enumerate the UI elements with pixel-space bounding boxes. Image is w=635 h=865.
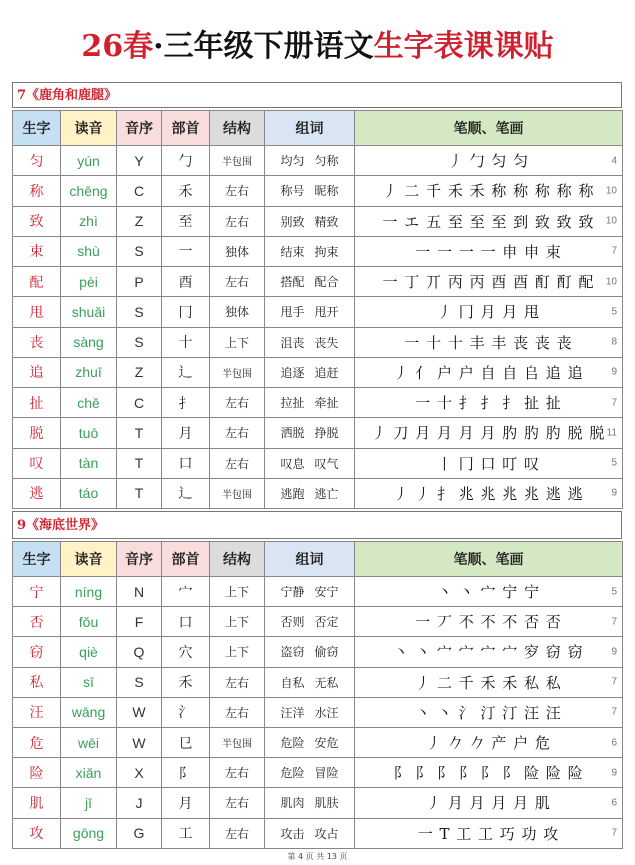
cell-char: 束	[13, 236, 61, 266]
cell-radical: 氵	[162, 697, 210, 727]
header-order: 笔顺、笔画	[355, 111, 623, 146]
word: 丧失	[314, 335, 339, 350]
stroke-sequence: 丿 刀 月 月 月 月 肑 肑 肑 脱 脱	[371, 424, 606, 443]
cell-char: 宁	[13, 577, 61, 607]
cell-stroke-order	[355, 697, 623, 727]
table-row	[13, 758, 623, 788]
cell-pinyin: zhuī	[61, 357, 117, 387]
stroke-count: 4	[611, 155, 617, 167]
table-row	[13, 727, 623, 757]
lesson-title-2: 9《海底世界》	[12, 511, 622, 539]
cell-char: 窃	[13, 637, 61, 667]
stroke-sequence: 丿 月 月 月 月 肌	[426, 794, 551, 813]
word: 危险	[280, 736, 305, 751]
word: 均匀	[280, 154, 305, 169]
cell-words	[265, 297, 355, 327]
table-row	[13, 788, 623, 818]
word: 称号	[280, 184, 305, 199]
cell-structure: 上下	[210, 607, 265, 637]
word: 逃亡	[314, 486, 339, 501]
cell-stroke-order	[355, 637, 623, 667]
cell-char: 匀	[13, 146, 61, 176]
cell-pinyin: zhì	[61, 206, 117, 236]
cell-radical: 口	[162, 607, 210, 637]
cell-stroke-order	[355, 146, 623, 176]
stroke-count: 7	[611, 616, 617, 628]
stroke-sequence: 一 丁 丌 丙 丙 酉 酉 酊 酊 配	[382, 273, 595, 292]
cell-pinyin: gōng	[61, 818, 117, 848]
cell-index: S	[117, 297, 162, 327]
cell-radical: 辶	[162, 478, 210, 508]
cell-words	[265, 577, 355, 607]
cell-index: W	[117, 697, 162, 727]
word: 甩开	[314, 305, 339, 320]
word: 沮丧	[280, 335, 305, 350]
cell-pinyin: yún	[61, 146, 117, 176]
stroke-count: 9	[611, 646, 617, 658]
word: 安危	[314, 736, 339, 751]
cell-radical: 月	[162, 418, 210, 448]
cell-radical: 工	[162, 818, 210, 848]
word: 别致	[280, 214, 305, 229]
cell-char: 汪	[13, 697, 61, 727]
word: 冒险	[314, 766, 339, 781]
table-row	[13, 667, 623, 697]
stroke-sequence: 丶 丶 宀 宁 宁	[436, 583, 541, 602]
table-row	[13, 146, 623, 176]
table-row	[13, 206, 623, 236]
cell-index: W	[117, 727, 162, 757]
title-part-1: 26春	[81, 29, 154, 64]
cell-radical: 禾	[162, 176, 210, 206]
stroke-count: 9	[611, 767, 617, 779]
header-order: 笔顺、笔画	[355, 542, 623, 577]
stroke-sequence: 丶 丶 氵 汀 汀 汪 汪	[415, 703, 562, 722]
cell-index: S	[117, 327, 162, 357]
cell-char: 危	[13, 727, 61, 757]
stroke-sequence: 一 十 扌 扌 扌 扯 扯	[415, 394, 562, 413]
cell-words	[265, 146, 355, 176]
cell-words	[265, 788, 355, 818]
cell-stroke-order	[355, 478, 623, 508]
word: 自私	[280, 675, 305, 690]
cell-pinyin: wēi	[61, 727, 117, 757]
cell-index: J	[117, 788, 162, 818]
cell-structure: 左右	[210, 418, 265, 448]
cell-char: 脱	[13, 418, 61, 448]
stroke-count: 7	[611, 245, 617, 257]
header-pinyin: 读音	[61, 542, 117, 577]
cell-words	[265, 637, 355, 667]
cell-char: 丧	[13, 327, 61, 357]
cell-words	[265, 388, 355, 418]
cell-radical: 穴	[162, 637, 210, 667]
cell-char: 甩	[13, 297, 61, 327]
word: 追逐	[280, 365, 305, 380]
cell-char: 攻	[13, 818, 61, 848]
cell-words	[265, 697, 355, 727]
table-row	[13, 448, 623, 478]
cell-stroke-order	[355, 206, 623, 236]
cell-radical: 辶	[162, 357, 210, 387]
cell-structure: 左右	[210, 788, 265, 818]
cell-radical: 酉	[162, 267, 210, 297]
cell-radical: 勹	[162, 146, 210, 176]
stroke-sequence: 一 T 工 工 巧 功 攻	[417, 824, 560, 843]
cell-char: 称	[13, 176, 61, 206]
cell-structure: 半包围	[210, 357, 265, 387]
cell-words	[265, 478, 355, 508]
cell-radical: 扌	[162, 388, 210, 418]
lesson-table-2	[12, 541, 623, 849]
word: 宁静	[280, 585, 305, 600]
word: 肌肉	[280, 796, 305, 811]
stroke-count: 6	[611, 737, 617, 749]
cell-char: 肌	[13, 788, 61, 818]
header-row	[13, 111, 623, 146]
word: 匀称	[314, 154, 339, 169]
cell-pinyin: sī	[61, 667, 117, 697]
stroke-count: 9	[611, 487, 617, 499]
cell-words	[265, 176, 355, 206]
cell-index: Z	[117, 206, 162, 236]
cell-stroke-order	[355, 607, 623, 637]
cell-char: 扯	[13, 388, 61, 418]
stroke-sequence: 一 一 一 一 申 申 束	[415, 242, 562, 261]
word: 水汪	[314, 705, 339, 720]
stroke-sequence: 丿 亻 户 户 自 自 𠂤 追 追	[393, 363, 584, 382]
cell-stroke-order	[355, 267, 623, 297]
cell-structure: 左右	[210, 267, 265, 297]
cell-index: S	[117, 667, 162, 697]
stroke-sequence: 丿 二 千 禾 禾 私 私	[415, 673, 562, 692]
stroke-sequence: 丿 𠂊 𠂊 产 户 危	[426, 734, 551, 753]
cell-stroke-order	[355, 388, 623, 418]
cell-pinyin: tuō	[61, 418, 117, 448]
word: 攻占	[314, 826, 339, 841]
cell-structure: 左右	[210, 758, 265, 788]
cell-char: 逃	[13, 478, 61, 508]
word: 洒脱	[280, 426, 305, 441]
table-row	[13, 577, 623, 607]
stroke-sequence: 丶 丶 宀 宀 宀 宀 穸 窃 窃	[393, 643, 584, 662]
cell-radical: 禾	[162, 667, 210, 697]
table-row	[13, 637, 623, 667]
cell-structure: 左右	[210, 697, 265, 727]
cell-char: 配	[13, 267, 61, 297]
word: 拉扯	[280, 396, 305, 411]
header-index: 音序	[117, 111, 162, 146]
stroke-count: 5	[611, 457, 617, 469]
word: 配合	[314, 275, 339, 290]
table-row	[13, 418, 623, 448]
cell-structure: 左右	[210, 176, 265, 206]
stroke-sequence: 丿 丿 扌 兆 兆 兆 兆 逃 逃	[393, 484, 584, 503]
header-radical: 部首	[162, 111, 210, 146]
cell-radical: 月	[162, 788, 210, 818]
cell-radical: 阝	[162, 758, 210, 788]
cell-char: 私	[13, 667, 61, 697]
cell-structure: 上下	[210, 327, 265, 357]
word: 逃跑	[280, 486, 305, 501]
cell-pinyin: fǒu	[61, 607, 117, 637]
cell-stroke-order	[355, 297, 623, 327]
header-char: 生字	[13, 542, 61, 577]
stroke-count: 8	[611, 336, 617, 348]
cell-words	[265, 236, 355, 266]
cell-stroke-order	[355, 818, 623, 848]
cell-structure: 独体	[210, 297, 265, 327]
word: 搭配	[280, 275, 305, 290]
header-row	[13, 542, 623, 577]
word: 否则	[280, 615, 305, 630]
cell-words	[265, 607, 355, 637]
table-row	[13, 607, 623, 637]
cell-radical: 十	[162, 327, 210, 357]
cell-index: G	[117, 818, 162, 848]
cell-stroke-order	[355, 176, 623, 206]
cell-radical: 冂	[162, 297, 210, 327]
cell-structure: 左右	[210, 448, 265, 478]
table-row	[13, 327, 623, 357]
word: 精致	[314, 214, 339, 229]
table-row	[13, 697, 623, 727]
stroke-count: 7	[611, 827, 617, 839]
stroke-sequence: 丿 二 千 禾 禾 称 称 称 称 称	[382, 182, 595, 201]
cell-structure: 半包围	[210, 727, 265, 757]
cell-structure: 左右	[210, 667, 265, 697]
cell-index: T	[117, 478, 162, 508]
cell-index: Y	[117, 146, 162, 176]
header-words: 组词	[265, 111, 355, 146]
word: 偷窃	[314, 645, 339, 660]
cell-index: Q	[117, 637, 162, 667]
cell-pinyin: shù	[61, 236, 117, 266]
cell-stroke-order	[355, 727, 623, 757]
header-words: 组词	[265, 542, 355, 577]
cell-pinyin: níng	[61, 577, 117, 607]
cell-words	[265, 267, 355, 297]
header-radical: 部首	[162, 542, 210, 577]
cell-stroke-order	[355, 236, 623, 266]
cell-index: X	[117, 758, 162, 788]
word: 否定	[314, 615, 339, 630]
cell-stroke-order	[355, 788, 623, 818]
cell-stroke-order	[355, 327, 623, 357]
cell-radical: 一	[162, 236, 210, 266]
table-row	[13, 297, 623, 327]
word: 挣脱	[314, 426, 339, 441]
header-index: 音序	[117, 542, 162, 577]
cell-words	[265, 418, 355, 448]
title-part-3: 生字表课课贴	[373, 29, 554, 64]
cell-pinyin: táo	[61, 478, 117, 508]
stroke-count: 10	[605, 185, 617, 197]
cell-pinyin: jī	[61, 788, 117, 818]
cell-pinyin: chēng	[61, 176, 117, 206]
stroke-sequence: 一 丆 不 不 不 否 否	[415, 613, 562, 632]
cell-words	[265, 818, 355, 848]
stroke-count: 7	[611, 706, 617, 718]
word: 安宁	[314, 585, 339, 600]
table-row	[13, 388, 623, 418]
stroke-sequence: 丿 冂 月 月 甩	[436, 303, 541, 322]
cell-words	[265, 448, 355, 478]
stroke-count: 10	[605, 276, 617, 288]
word: 追赶	[314, 365, 339, 380]
word: 无私	[314, 675, 339, 690]
cell-char: 险	[13, 758, 61, 788]
cell-words	[265, 206, 355, 236]
cell-radical: 㔾	[162, 727, 210, 757]
cell-pinyin: pèi	[61, 267, 117, 297]
header-pinyin: 读音	[61, 111, 117, 146]
cell-index: T	[117, 448, 162, 478]
title-part-2: ·三年级下册语文	[153, 29, 374, 64]
stroke-count: 5	[611, 306, 617, 318]
cell-structure: 独体	[210, 236, 265, 266]
cell-char: 追	[13, 357, 61, 387]
word: 结束	[280, 244, 305, 259]
cell-stroke-order	[355, 418, 623, 448]
word: 攻击	[280, 826, 305, 841]
cell-words	[265, 357, 355, 387]
cell-index: T	[117, 418, 162, 448]
stroke-count: 7	[611, 397, 617, 409]
cell-stroke-order	[355, 667, 623, 697]
cell-radical: 宀	[162, 577, 210, 607]
cell-index: S	[117, 236, 162, 266]
table-row	[13, 176, 623, 206]
cell-index: F	[117, 607, 162, 637]
cell-char: 致	[13, 206, 61, 236]
cell-index: C	[117, 176, 162, 206]
cell-radical: 口	[162, 448, 210, 478]
cell-words	[265, 727, 355, 757]
cell-index: N	[117, 577, 162, 607]
page-title	[0, 22, 635, 72]
stroke-count: 11	[606, 427, 617, 439]
word: 肌肤	[314, 796, 339, 811]
cell-pinyin: chě	[61, 388, 117, 418]
cell-char: 叹	[13, 448, 61, 478]
word: 危险	[280, 766, 305, 781]
stroke-count: 9	[611, 366, 617, 378]
header-structure: 结构	[210, 111, 265, 146]
word: 汪洋	[280, 705, 305, 720]
word: 拘束	[314, 244, 339, 259]
cell-structure: 半包围	[210, 146, 265, 176]
stroke-count: 10	[605, 215, 617, 227]
table-row	[13, 478, 623, 508]
stroke-sequence: 一 エ 五 至 至 至 到 致 致 致	[382, 212, 595, 231]
header-structure: 结构	[210, 542, 265, 577]
cell-structure: 上下	[210, 637, 265, 667]
lesson-title-1: 7《鹿角和鹿腿》	[12, 82, 622, 108]
word: 牵扯	[314, 396, 339, 411]
stroke-count: 7	[611, 676, 617, 688]
cell-index: C	[117, 388, 162, 418]
table-row	[13, 357, 623, 387]
cell-pinyin: wāng	[61, 697, 117, 727]
page-footer: 第 4 页 共 13 页	[287, 852, 348, 861]
stroke-sequence: 丨 冂 口 叮 叹	[436, 454, 541, 473]
cell-pinyin: qiè	[61, 637, 117, 667]
cell-structure: 左右	[210, 388, 265, 418]
header-char: 生字	[13, 111, 61, 146]
cell-index: P	[117, 267, 162, 297]
stroke-sequence: 阝 阝 阝 阝 阝 阝 险 险 险	[393, 764, 584, 783]
word: 昵称	[314, 184, 339, 199]
cell-structure: 左右	[210, 818, 265, 848]
cell-stroke-order	[355, 577, 623, 607]
cell-words	[265, 758, 355, 788]
stroke-sequence: 一 十 十 丰 丰 丧 丧 丧	[404, 333, 573, 352]
word: 叹气	[314, 456, 339, 471]
cell-structure: 半包围	[210, 478, 265, 508]
cell-stroke-order	[355, 357, 623, 387]
cell-words	[265, 667, 355, 697]
stroke-count: 6	[611, 797, 617, 809]
cell-stroke-order	[355, 448, 623, 478]
cell-stroke-order	[355, 758, 623, 788]
cell-char: 否	[13, 607, 61, 637]
lesson-table-1	[12, 110, 623, 509]
cell-pinyin: xiǎn	[61, 758, 117, 788]
cell-index: Z	[117, 357, 162, 387]
cell-radical: 至	[162, 206, 210, 236]
word: 叹息	[280, 456, 305, 471]
word: 甩手	[280, 305, 305, 320]
cell-structure: 上下	[210, 577, 265, 607]
cell-pinyin: sàng	[61, 327, 117, 357]
table-row	[13, 236, 623, 266]
table-row	[13, 267, 623, 297]
cell-pinyin: shuǎi	[61, 297, 117, 327]
table-row	[13, 818, 623, 848]
stroke-sequence: 丿 勹 匀 匀	[447, 152, 530, 171]
cell-structure: 左右	[210, 206, 265, 236]
word: 盗窃	[280, 645, 305, 660]
cell-words	[265, 327, 355, 357]
cell-pinyin: tàn	[61, 448, 117, 478]
stroke-count: 5	[611, 586, 617, 598]
